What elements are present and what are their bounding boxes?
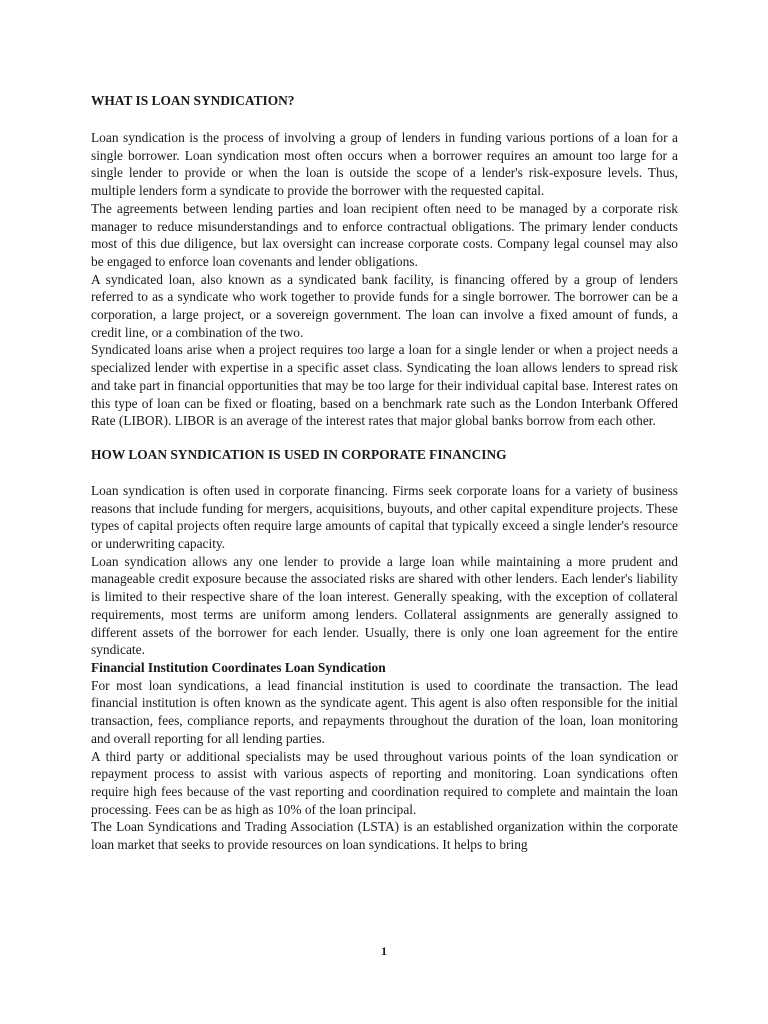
paragraph: Loan syndication is the process of involving a group of lenders in funding various portions of a loan for a single borrower. Loan syndication most often occurs when a borrower requires an amount too large for a single lender to provide or when the loan is outside the scope of a lender's risk-exposure levels. Thus, multiple lenders form a syndicate to provide the borrower with the requested capital.: [91, 130, 678, 199]
heading-what-is-loan-syndication: WHAT IS LOAN SYNDICATION?: [91, 93, 295, 108]
heading-corporate-financing: HOW LOAN SYNDICATION IS USED IN CORPORATE FINANCING: [91, 446, 507, 462]
page-number: 1: [381, 944, 387, 958]
paragraph: The Loan Syndications and Trading Association (LSTA) is an established organization within the corporate loan market that seeks to provide resources on loan syndications. It helps to bring: [91, 819, 678, 853]
paragraph: For most loan syndications, a lead financial institution is used to coordinate the transaction. The lead financial institution is often known as the syndicate agent. This agent is also often responsible for the initial transaction, fees, compliance reports, and repayments throughout the duration of the loan, loan monitoring and overall reporting for all lending parties.: [91, 677, 678, 746]
paragraph: Syndicated loans arise when a project requires too large a loan for a single lender or when a project needs a specialized lender with expertise in a specific asset class. Syndicating the loan allows lenders to spread risk and take part in financial opportunities that may be too large for their individual capital base. Interest rates on this type of loan can be fixed or floating, based on a benchmark rate such as the London Interbank Offered Rate (LIBOR). LIBOR is an average of the interest rates that major global banks borrow from each other.: [91, 342, 678, 429]
subheading-financial-institution: Financial Institution Coordinates Loan Syndication: [91, 659, 386, 675]
paragraph: The agreements between lending parties and loan recipient often need to be managed by a corporate risk manager to reduce misunderstandings and to enforce contractual obligations. The primary lender conducts most of this due diligence, but lax oversight can increase corporate costs. Company legal counsel may also be engaged to enforce loan covenants and lender obligations.: [91, 200, 678, 269]
paragraph: A syndicated loan, also known as a syndicated bank facility, is financing offered by a group of lenders referred to as a syndicate who work together to provide funds for a single borrower. The borrower can be a corporation, a large project, or a sovereign government. The loan can involve a fixed amount of funds, a credit line, or a combination of the two.: [91, 271, 678, 340]
paragraph: Loan syndication is often used in corporate financing. Firms seek corporate loans for a variety of business reasons that include funding for mergers, acquisitions, buyouts, and other capital expenditure projects. These types of capital projects often require large amounts of capital that typically exceed a single lender's resource or underwriting capacity.: [91, 482, 678, 552]
paragraph: A third party or additional specialists may be used throughout various points of the loan syndication or repayment process to assist with various aspects of reporting and monitoring. Loan syndications often require high fees because of the vast reporting and coordination required to complete and maintain the loan processing. Fees can be as high as 10% of the loan principal.: [91, 748, 678, 817]
document-page: [91, 92, 678, 854]
paragraph: Loan syndication allows any one lender to provide a large loan while maintaining a more prudent and manageable credit exposure because the associated risks are shared with other lenders. Each lender's liability is limited to their respective share of the loan interest. Generally speaking, with the exception of collateral requirements, most terms are uniform among lenders. Collateral assignments are generally assigned to different assets of the borrower for each lender. Usually, there is only one loan agreement for the entire syndicate.: [91, 553, 678, 658]
